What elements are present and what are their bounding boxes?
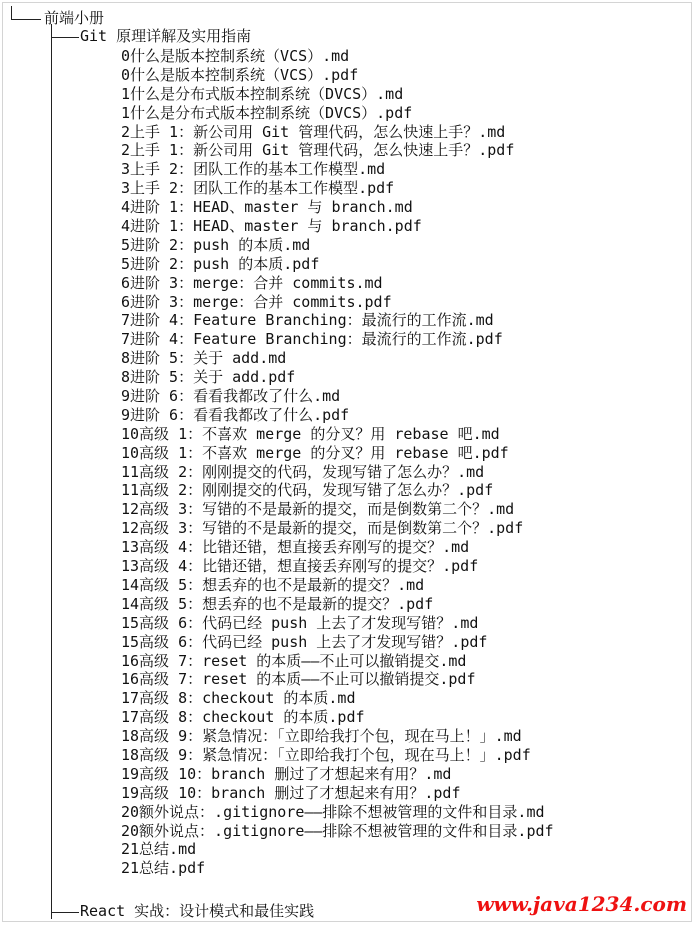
tree-file-item[interactable]: 11高级 2：刚刚提交的代码，发现写错了怎么办？.md	[121, 462, 485, 481]
tree-file-item[interactable]: 1什么是分布式版本控制系统（DVCS）.md	[121, 84, 404, 103]
tree-file-item[interactable]: 19高级 10：branch 删过了才想起来有用？.pdf	[121, 783, 461, 802]
tree-file-item[interactable]: 17高级 8：checkout 的本质.pdf	[121, 708, 365, 727]
tree-file-item[interactable]: 5进阶 2：push 的本质.md	[121, 235, 311, 254]
tree-file-item[interactable]: 6进阶 3：merge：合并 commits.md	[121, 273, 383, 292]
watermark: www.java1234.com	[476, 892, 687, 916]
tree-folder-git[interactable]: Git 原理详解及实用指南	[80, 27, 252, 45]
tree-file-item[interactable]: 0什么是版本控制系统（VCS）.pdf	[121, 65, 359, 84]
tree-file-item[interactable]: 14高级 5：想丢弃的也不是最新的提交？.md	[121, 575, 425, 594]
tree-file-item[interactable]: 6进阶 3：merge：合并 commits.pdf	[121, 292, 392, 311]
tree-file-item[interactable]: 10高级 1：不喜欢 merge 的分叉？用 rebase 吧.md	[121, 424, 500, 443]
tree-root-folder[interactable]: 前端小册	[44, 9, 105, 27]
tree-file-item[interactable]: 7进阶 4：Feature Branching：最流行的工作流.md	[121, 311, 494, 330]
tree-file-item[interactable]: 12高级 3：写错的不是最新的提交，而是倒数第二个？.pdf	[121, 519, 524, 538]
tree-file-item[interactable]: 4进阶 1：HEAD、master 与 branch.md	[121, 198, 413, 217]
tree-file-item[interactable]: 18高级 9：紧急情况：「立即给我打个包，现在马上！」.pdf	[121, 745, 531, 764]
tree-file-item[interactable]: 12高级 3：写错的不是最新的提交，而是倒数第二个？.md	[121, 500, 515, 519]
tree-file-item[interactable]: 13高级 4：比错还错，想直接丢弃刚写的提交？.pdf	[121, 557, 479, 576]
git-file-list	[121, 47, 554, 878]
tree-file-item[interactable]: 16高级 7：reset 的本质——不止可以撤销提交.md	[121, 651, 467, 670]
trunk-line	[51, 24, 52, 919]
tree-file-item[interactable]: 8进阶 5：关于 add.pdf	[121, 368, 296, 387]
tree-file-item[interactable]: 9进阶 6：看看我都改了什么.pdf	[121, 405, 350, 424]
tree-file-item[interactable]: 3上手 2：团队工作的基本工作模型.md	[121, 160, 386, 179]
tree-file-item[interactable]: 17高级 8：checkout 的本质.md	[121, 689, 356, 708]
tree-file-item[interactable]: 5进阶 2：push 的本质.pdf	[121, 254, 320, 273]
tree-file-item[interactable]: 10高级 1：不喜欢 merge 的分叉？用 rebase 吧.pdf	[121, 443, 509, 462]
tree-file-item[interactable]: 15高级 6：代码已经 push 上去了才发现写错？.md	[121, 613, 479, 632]
tree-file-item[interactable]: 21总结.md	[121, 840, 197, 859]
tree-file-item[interactable]: 2上手 1：新公司用 Git 管理代码，怎么快速上手？.md	[121, 122, 506, 141]
tree-file-item[interactable]: 4进阶 1：HEAD、master 与 branch.pdf	[121, 217, 422, 236]
tree-file-item[interactable]: 16高级 7：reset 的本质——不止可以撤销提交.pdf	[121, 670, 476, 689]
root-connector-vertical	[11, 6, 12, 19]
tree-file-item[interactable]: 8进阶 5：关于 add.md	[121, 349, 287, 368]
tree-file-item[interactable]: 9进阶 6：看看我都改了什么.md	[121, 387, 341, 406]
tree-file-item[interactable]: 0什么是版本控制系统（VCS）.md	[121, 47, 350, 65]
tree-file-item[interactable]: 2上手 1：新公司用 Git 管理代码，怎么快速上手？.pdf	[121, 141, 515, 160]
tree-file-item[interactable]: 11高级 2：刚刚提交的代码，发现写错了怎么办？.pdf	[121, 481, 494, 500]
react-connector	[51, 912, 79, 913]
git-connector	[51, 37, 79, 38]
tree-file-item[interactable]: 3上手 2：团队工作的基本工作模型.pdf	[121, 179, 395, 198]
tree-file-item[interactable]: 20额外说点：.gitignore——排除不想被管理的文件和目录.pdf	[121, 821, 554, 840]
tree-file-item[interactable]: 18高级 9：紧急情况：「立即给我打个包，现在马上！」.md	[121, 727, 522, 746]
tree-file-item[interactable]: 14高级 5：想丢弃的也不是最新的提交？.pdf	[121, 594, 434, 613]
tree-file-item[interactable]: 20额外说点：.gitignore——排除不想被管理的文件和目录.md	[121, 802, 545, 821]
tree-file-item[interactable]: 21总结.pdf	[121, 859, 206, 878]
root-connector-horizontal	[11, 19, 41, 20]
tree-folder-react[interactable]: React 实战：设计模式和最佳实践	[80, 902, 315, 920]
tree-file-item[interactable]: 7进阶 4：Feature Branching：最流行的工作流.pdf	[121, 330, 503, 349]
tree-file-item[interactable]: 1什么是分布式版本控制系统（DVCS）.pdf	[121, 103, 413, 122]
tree-file-item[interactable]: 15高级 6：代码已经 push 上去了才发现写错？.pdf	[121, 632, 488, 651]
tree-file-item[interactable]: 13高级 4：比错还错，想直接丢弃刚写的提交？.md	[121, 538, 470, 557]
tree-file-item[interactable]: 19高级 10：branch 删过了才想起来有用？.md	[121, 764, 452, 783]
